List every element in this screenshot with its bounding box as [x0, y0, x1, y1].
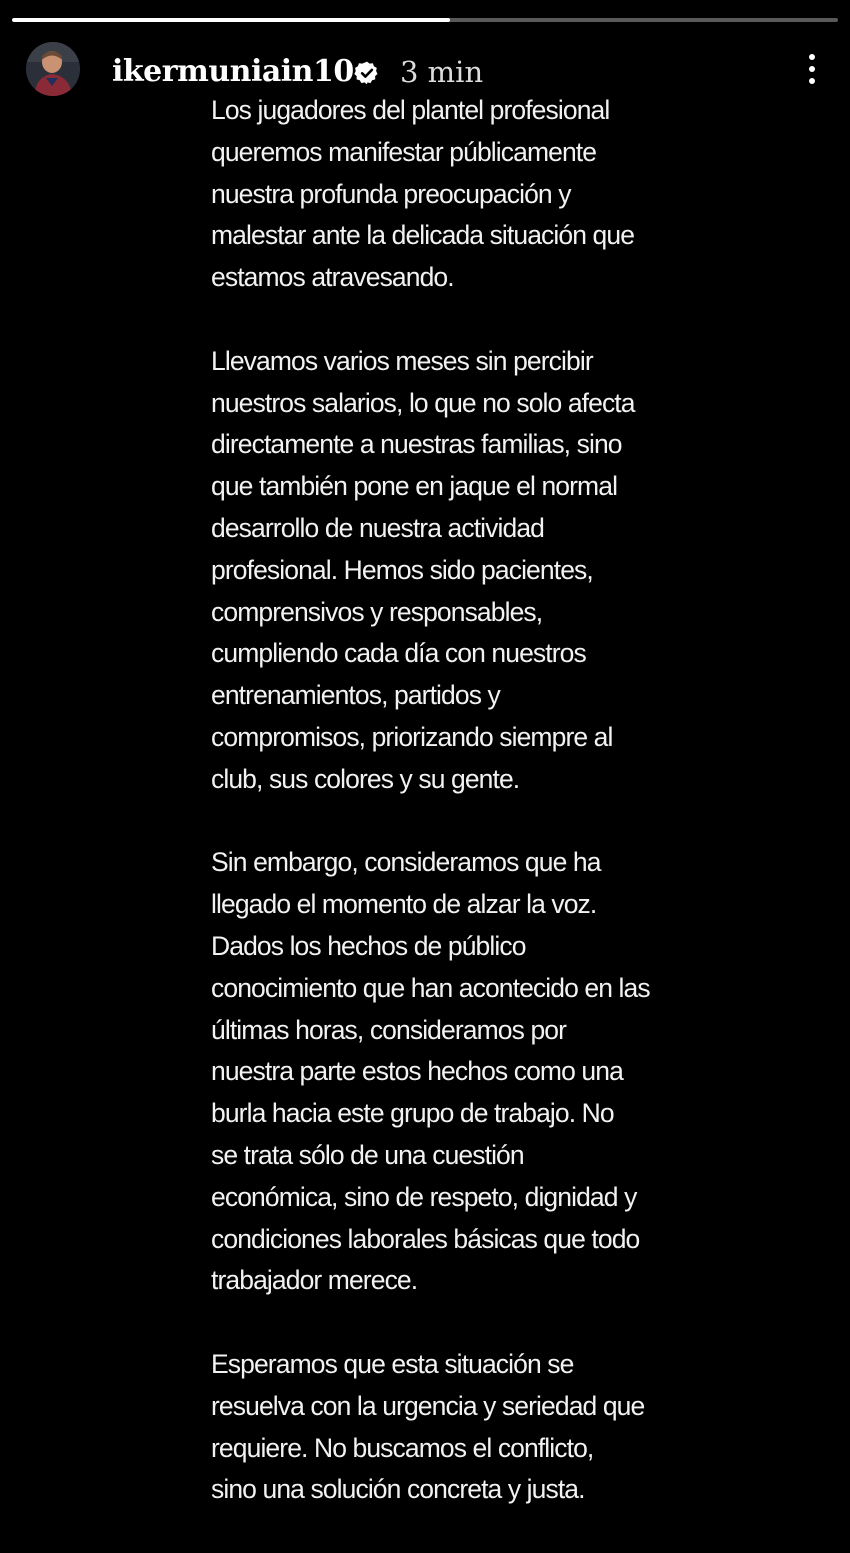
story-line: resuelva con la urgencia y seriedad que	[211, 1390, 645, 1421]
story-line: sino una solución concreta y justa.	[211, 1474, 585, 1505]
story-line: conocimiento que han acontecido en las	[211, 972, 650, 1003]
story-line: desarrollo de nuestra actividad	[211, 512, 545, 543]
story-text	[211, 90, 651, 1553]
verified-badge-icon	[354, 60, 380, 86]
story-line: Dados los hechos de público	[211, 930, 526, 961]
story-line: cumpliendo cada día con nuestros	[211, 638, 586, 669]
story-line: malestar ante la delicada situación que	[211, 220, 635, 251]
story-line: que también pone en jaque el normal	[211, 471, 618, 502]
story-line: club, sus colores y su gente.	[211, 763, 520, 794]
story-progress-bar	[12, 18, 838, 22]
story-line: Llevamos varios meses sin percibir	[211, 345, 593, 376]
story-line: directamente a nuestras familias, sino	[211, 429, 622, 460]
story-line: nuestros salarios, lo que no solo afecta	[211, 387, 635, 418]
story-line: Sin embargo, consideramos que ha	[211, 847, 601, 878]
avatar-image	[26, 42, 80, 96]
story-line: compromisos, priorizando siempre al	[211, 721, 613, 752]
story-line: nuestra parte estos hechos como una	[211, 1056, 623, 1087]
story-paragraph	[211, 341, 651, 801]
story-line: últimas horas, consideramos por	[211, 1014, 567, 1045]
story-progress-fill	[12, 18, 450, 22]
post-time: 3 min	[400, 55, 484, 89]
story-line: Esperamos que esta situación se	[211, 1348, 574, 1379]
story-line: Los jugadores del plantel profesional	[211, 95, 610, 125]
story-line: trabajador merece.	[211, 1265, 418, 1296]
story-paragraph	[211, 842, 651, 1302]
story-line: estamos atravesando.	[211, 262, 454, 293]
story-paragraph	[211, 1344, 651, 1511]
story-line: requiere. No buscamos el conflicto,	[211, 1432, 594, 1463]
story-line: condiciones laborales básicas que todo	[211, 1223, 640, 1254]
story-line: queremos manifestar públicamente	[211, 136, 597, 167]
story-line: burla hacia este grupo de trabajo. No	[211, 1098, 614, 1129]
story-paragraph	[211, 90, 651, 299]
story-line: llegado el momento de alzar la voz.	[211, 889, 597, 920]
story-line: comprensivos y responsables,	[211, 596, 543, 627]
avatar[interactable]	[26, 42, 80, 96]
more-vertical-icon[interactable]	[804, 54, 820, 90]
story-line: se trata sólo de una cuestión	[211, 1139, 524, 1170]
story-line: económica, sino de respeto, dignidad y	[211, 1181, 637, 1212]
story-line: nuestra profunda preocupación y	[211, 178, 571, 209]
story-line: entrenamientos, partidos y	[211, 680, 500, 711]
username[interactable]: ikermuniain10	[112, 54, 354, 89]
story-line: profesional. Hemos sido pacientes,	[211, 554, 593, 585]
